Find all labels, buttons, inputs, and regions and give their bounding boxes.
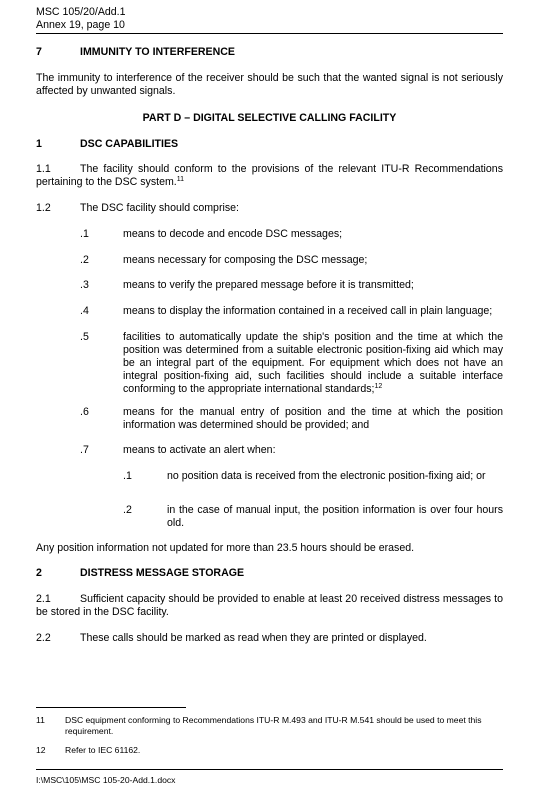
- footnote-ref-12: 12: [374, 383, 383, 390]
- section-2-number: 2: [36, 567, 42, 579]
- section-2-heading: DISTRESS MESSAGE STORAGE: [80, 567, 245, 579]
- paragraph-2-1-text: Sufficient capacity should be provided to enable at least 20 received distress messages to be stored in the DSC facility.: [36, 593, 503, 618]
- sub-item-text: in the case of manual input, the position information is over four hours old.: [167, 504, 503, 529]
- paragraph-2-2-text: These calls should be marked as read when they are printed or displayed.: [80, 632, 427, 644]
- paragraph-2-2-number: 2.2: [36, 632, 51, 644]
- list-item-text: means to display the information contained in a received call in plain language;: [123, 305, 493, 317]
- paragraph-1-2-text: The DSC facility should comprise:: [80, 202, 239, 214]
- footnote-text: Refer to IEC 61162.: [65, 745, 141, 755]
- list-item-text: means to decode and encode DSC messages;: [123, 228, 343, 240]
- section-1-number: 1: [36, 138, 42, 150]
- list-item-text-body: facilities to automatically update the ship's position and the time at which the position was determined from a suitable electronic position-fixing aid which may be an integral part of the equipment. For equipment which does not have an integral position-fixing aid, such facilities should include a suitable interface conforming to the appropriate international standards;: [123, 331, 503, 395]
- list-item-number: .3: [80, 279, 89, 291]
- paragraph-1-1-text: The facility should conform to the provisions of the relevant ITU-R Recommendations pertaining to the DSC system.: [36, 163, 503, 188]
- footnote-text: DSC equipment conforming to Recommendations ITU-R M.493 and ITU-R M.541 should be used to meet this requirement.: [65, 715, 482, 736]
- sub-item-number: .2: [123, 504, 132, 516]
- document-header: [36, 6, 126, 32]
- document-symbol: MSC 105/20/Add.1: [36, 6, 126, 18]
- list-item-text: means to activate an alert when:: [123, 444, 276, 456]
- paragraph-2-1-number: 2.1: [36, 593, 51, 605]
- list-item-number: .4: [80, 305, 89, 317]
- footnote-number: 11: [36, 715, 45, 725]
- section-7-number: 7: [36, 46, 42, 58]
- list-item-number: .7: [80, 444, 89, 456]
- sub-item-number: .1: [123, 470, 132, 482]
- closing-statement: Any position information not updated for more than 23.5 hours should be erased.: [36, 542, 415, 554]
- file-path-footer: I:\MSC\105\MSC 105-20-Add.1.docx: [36, 775, 176, 785]
- list-item-text: means to verify the prepared message before it is transmitted;: [123, 279, 414, 291]
- annex-page-ref: Annex 19, page 10: [36, 19, 125, 31]
- list-item-number: .5: [80, 331, 89, 343]
- part-d-title: PART D – DIGITAL SELECTIVE CALLING FACILITY: [142, 112, 397, 124]
- sub-item-text: no position data is received from the electronic position-fixing aid; or: [167, 470, 486, 482]
- footer-rule: [36, 769, 503, 770]
- list-item-number: .6: [80, 406, 89, 418]
- paragraph-2-1: [36, 593, 503, 619]
- paragraph-1-1-number: 1.1: [36, 163, 51, 175]
- list-item-number: .1: [80, 228, 89, 240]
- list-item-number: .2: [80, 254, 89, 266]
- paragraph-1-2-number: 1.2: [36, 202, 51, 214]
- section-1-heading: DSC CAPABILITIES: [80, 138, 179, 150]
- list-item-text: [123, 331, 503, 396]
- list-item-text: means for the manual entry of position and the time at which the position information was determined should be provided; and: [123, 406, 503, 431]
- list-item-text: means necessary for composing the DSC message;: [123, 254, 368, 266]
- footnote-number: 12: [36, 745, 46, 755]
- section-7-text: The immunity to interference of the receiver should be such that the wanted signal is not seriously affected by unwanted signals.: [36, 72, 503, 97]
- paragraph-1-1: [36, 163, 503, 189]
- header-rule: [36, 33, 503, 34]
- footnote-separator: [36, 707, 186, 708]
- footnote-ref-11: 11: [176, 176, 185, 183]
- section-7-heading: IMMUNITY TO INTERFERENCE: [80, 46, 235, 58]
